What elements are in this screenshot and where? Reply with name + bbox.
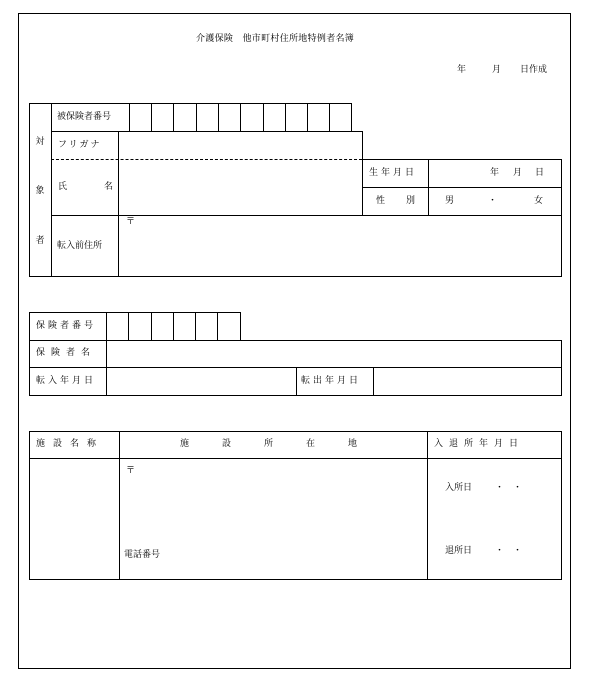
name-right-line <box>362 131 363 215</box>
insurer-name-label: 保険者名 <box>36 348 97 358</box>
side-label-char: 者 <box>35 236 45 246</box>
birth-year: 年 <box>490 168 500 178</box>
created-year-label: 年 <box>457 65 467 75</box>
facility-header-bottom-line <box>29 458 562 459</box>
gender-male-option[interactable]: 男 <box>445 196 455 206</box>
subject-right-line <box>561 159 562 276</box>
insurer-digit-line <box>240 312 241 340</box>
facility-postal-mark-icon: 〒 <box>126 466 136 476</box>
side-label-char: 対 <box>35 137 45 147</box>
move-out-left-line <box>296 367 297 395</box>
entry-exit-header: 入退所年月日 <box>434 439 525 449</box>
insurer-digit-line <box>217 312 218 340</box>
insurer-label-divider <box>106 312 107 395</box>
insurer-number-label: 保険者番号 <box>36 321 97 331</box>
created-day-label: 日作成 <box>520 65 548 75</box>
facility-address-divider <box>427 431 428 579</box>
facility-left-line <box>29 431 30 579</box>
side-label-divider <box>51 103 52 276</box>
postal-mark-icon: 〒 <box>126 217 136 227</box>
document-title: 介護保険 他市町村住所地特例者名簿 <box>196 34 355 44</box>
move-out-label: 転出年月日 <box>301 376 362 386</box>
birth-label: 生年月日 <box>369 168 418 178</box>
insured-digit-line <box>129 103 130 131</box>
insured-digit-line <box>151 103 152 131</box>
furigana-dashed-line <box>51 159 362 160</box>
gender-separator: ・ <box>488 196 498 206</box>
insured-digit-line <box>263 103 264 131</box>
insured-number-label: 被保険者番号 <box>57 112 112 122</box>
entry-date-dots: ・ ・ <box>495 483 523 493</box>
insured-digit-line <box>196 103 197 131</box>
move-out-label-divider <box>373 367 374 395</box>
phone-label: 電話番号 <box>124 550 161 560</box>
insured-digit-line <box>307 103 308 131</box>
subject-top-line <box>29 103 352 104</box>
address-top-line <box>51 215 562 216</box>
facility-name-divider <box>119 431 120 579</box>
exit-date-dots: ・ ・ <box>495 546 523 556</box>
birth-top-line <box>362 159 562 160</box>
gender-label-first: 性 <box>376 196 386 206</box>
birth-month: 月 <box>513 168 523 178</box>
facility-bottom-line <box>29 579 562 580</box>
insurer-top-line <box>29 312 240 313</box>
insured-digit-line <box>351 103 352 131</box>
subject-bottom-line <box>29 276 562 277</box>
insured-digit-line <box>329 103 330 131</box>
insurer-digit-line <box>128 312 129 340</box>
furigana-top-line <box>51 131 362 132</box>
prev-address-label: 転入前住所 <box>57 241 103 251</box>
entry-date-label: 入所日 <box>445 483 473 493</box>
insured-digit-line <box>240 103 241 131</box>
insurer-name-top-line <box>29 340 562 341</box>
gender-female-option[interactable]: 女 <box>534 196 544 206</box>
insurer-bottom-line <box>29 395 562 396</box>
gender-top-line <box>362 187 562 188</box>
gender-label-second: 別 <box>406 196 416 206</box>
exit-date-label: 退所日 <box>445 546 473 556</box>
facility-right-line <box>561 431 562 579</box>
name-label-second: 名 <box>104 182 114 192</box>
insurer-digit-line <box>173 312 174 340</box>
subject-left-line <box>29 103 30 276</box>
facility-name-header: 施設名称 <box>36 439 105 449</box>
move-in-label: 転入年月日 <box>36 376 97 386</box>
insurer-digit-line <box>151 312 152 340</box>
birth-day: 日 <box>535 168 545 178</box>
insurer-left-line <box>29 312 30 395</box>
insurer-digit-line <box>195 312 196 340</box>
created-month-label: 月 <box>492 65 502 75</box>
insurer-right-line <box>561 340 562 395</box>
facility-address-header: 施設所在地 <box>180 439 391 449</box>
insured-digit-line <box>285 103 286 131</box>
insured-digit-line <box>173 103 174 131</box>
facility-top-line <box>29 431 562 432</box>
birth-label-divider <box>428 159 429 215</box>
furigana-label: フリガナ <box>58 140 102 150</box>
name-label-first: 氏 <box>58 182 68 192</box>
side-label-char: 象 <box>35 186 45 196</box>
label-column-divider <box>118 131 119 276</box>
insured-digit-line <box>218 103 219 131</box>
